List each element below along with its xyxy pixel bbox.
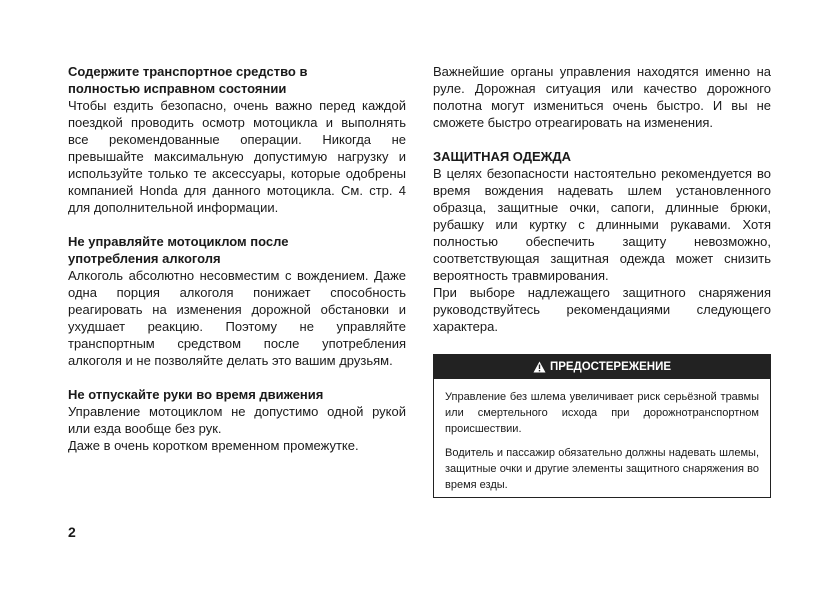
section-heading: Не управляйте мотоциклом после употребления алкоголя xyxy=(68,234,289,266)
warning-triangle-icon xyxy=(533,361,546,373)
warning-box xyxy=(433,354,771,498)
protective-clothing-heading: ЗАЩИТНАЯ ОДЕЖДА xyxy=(433,149,572,164)
section-body: Управление мотоциклом не допустимо одной рукой или езда вообще без рук. xyxy=(68,404,406,436)
section-body: Даже в очень коротком временном промежутке. xyxy=(68,438,359,453)
section-heading: Не отпускайте руки во время движения xyxy=(68,387,324,402)
warning-text: Управление без шлема увеличивает риск серьёзной травмы или смертельного исхода при дорожнотранспортном происшествии. xyxy=(445,391,759,435)
protective-clothing-advice: При выборе надлежащего защитного снаряжения руководствуйтесь рекомендациями следующего характера. xyxy=(433,285,771,334)
left-column xyxy=(68,63,406,454)
warning-body xyxy=(434,379,770,493)
section-heading: Содержите транспортное средство в полностью исправном состоянии xyxy=(68,64,308,96)
section-hands xyxy=(68,386,406,454)
page-number: 2 xyxy=(68,524,76,540)
section-vehicle-condition xyxy=(68,63,406,216)
section-alcohol xyxy=(68,233,406,369)
right-column xyxy=(433,63,771,335)
warning-text: Водитель и пассажир обязательно должны надевать шлемы, защитные очки и другие элементы защитного снаряжения во время езды. xyxy=(445,447,759,491)
warning-header xyxy=(434,355,770,379)
section-body: Алкоголь абсолютно несовместим с вождением. Даже одна порция алкоголя понижает способность реагировать на изменения дорожной обстановки и ухудшает реакцию. Поэтому не управляйте транспортным средством после употребления алкоголя и не позволяйте делать это вашим друзьям. xyxy=(68,268,406,368)
intro-paragraph: Важнейшие органы управления находятся именно на руле. Дорожная ситуация или качество дорожного полотна могут измениться очень быстро. И вы не сможете быстро отреагировать на изменения. xyxy=(433,64,771,130)
section-body: Чтобы ездить безопасно, очень важно перед каждой поездкой проводить осмотр мотоцикла и выполнять все рекомендованные операции. Никогда не превышайте максимальную допустимую нагрузку и используйте только те аксессуары, которые одобрены компанией Honda для данного мотоцикла. См. стр. 4 для дополнительной информации. xyxy=(68,98,406,215)
protective-clothing-body: В целях безопасности настоятельно рекомендуется во время вождения надевать шлем установленного образца, защитные очки, сапоги, длинные брюки, рубашку или куртку с длинными рукавами. Хотя полностью обеспечить защиту невозможно, соответствующая защитная одежда может снизить вероятность травмирования. xyxy=(433,166,771,283)
warning-title: ПРЕДОСТЕРЕЖЕНИЕ xyxy=(549,361,672,373)
